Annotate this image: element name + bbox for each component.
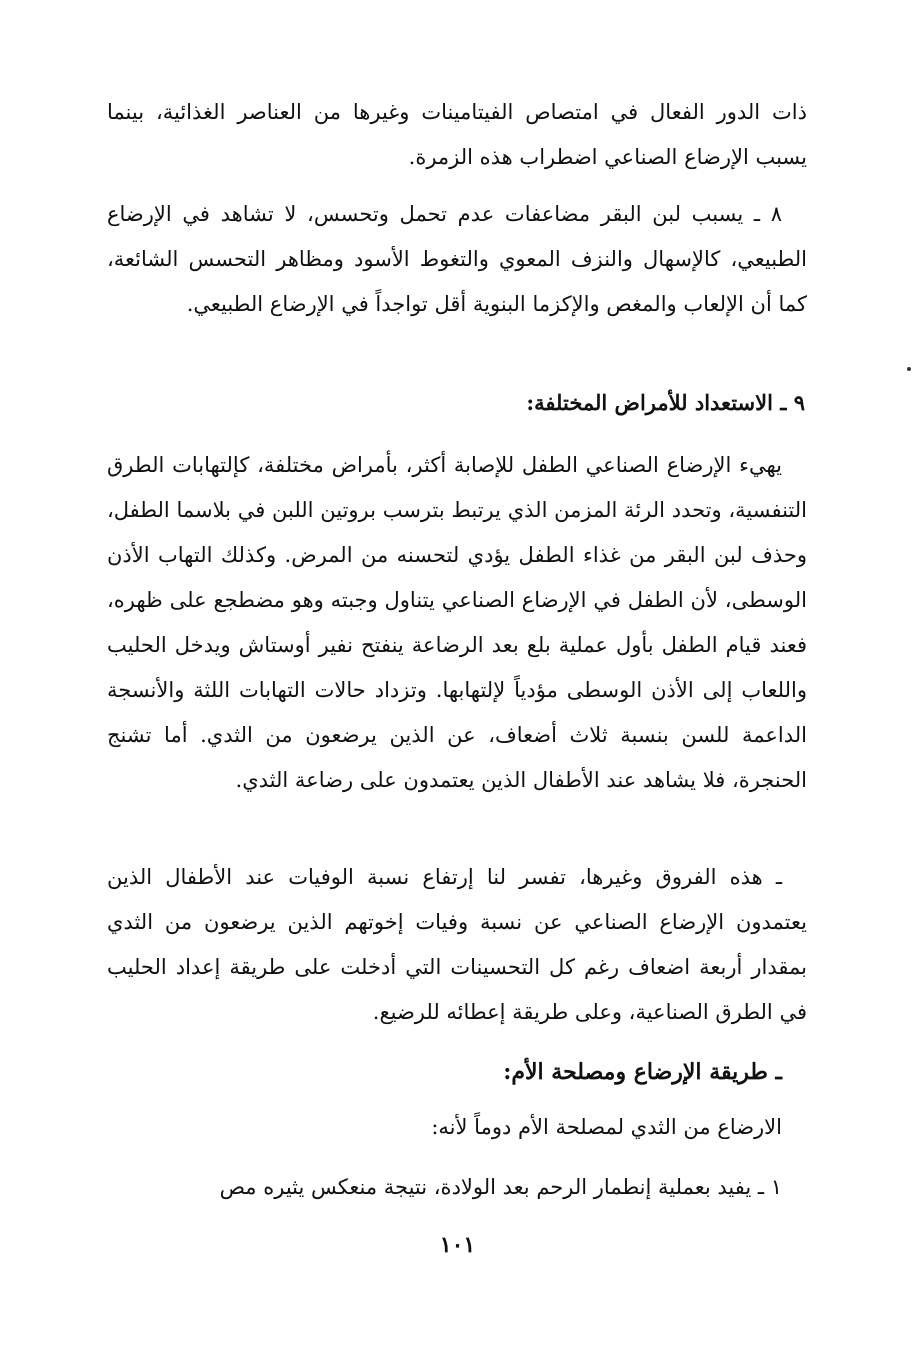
heading-mother-interest: ـ طريقة الإرضاع ومصلحة الأم: — [503, 1059, 782, 1085]
paragraph-item-8: ٨ ـ يسبب لبن البقر مضاعفات عدم تحمل وتحسس، لا تشاهد في الإرضاع الطبيعي، كالإسهال والنزف المعوي والتغوط الأسود ومظاهر التحسس الشائعة، كما أن الإلعاب والمغص والإكزما البنوية أقل تواجداً في الإرضاع الطبيعي. — [107, 202, 807, 316]
heading-item-9: ٩ ـ الاستعداد للأمراض المختلفة: — [526, 390, 805, 415]
page-number: ١٠١ — [439, 1232, 476, 1258]
paragraph-vitamins: ذات الدور الفعال في امتصاص الفيتامينات وغيرها من العناصر الغذائية، بينما يسبب الإرضاع الصناعي اضطراب هذه الزمرة. — [107, 100, 807, 169]
paragraph-item-1: ١ ـ يفيد بعملية إنطمار الرحم بعد الولادة، نتيجة منعكس يثيره مص — [219, 1175, 782, 1199]
paragraph-diseases: يهيء الإرضاع الصناعي الطفل للإصابة أكثر، بأمراض مختلفة، كإلتهابات الطرق التنفسية، وتحدد الرئة المزمن الذي يرتبط بترسب بروتين اللبن في بلاسما الطفل، وحذف لبن البقر من غذاء الطفل يؤدي لتحسنه من المرض. وكذلك التهاب الأذن الوسطى، لأن الطفل في الإرضاع الصناعي يتناول وجبته وهو مضطجع على ظهره، فعند قيام الطفل بأول عملية بلع بعد الرضاعة ينفتح نفير أوستاش ويدخل الحليب واللعاب إلى الأذن الوسطى مؤدياً لإلتهابها. وتزداد حالات التهابات اللثة والأنسجة الداعمة للسن بنسبة ثلاث أضعاف، عن الذين يرضعون من الثدي. أما تشنج الحنجرة، فلا يشاهد عند الأطفال الذين يعتمدون على رضاعة الثدي. — [107, 453, 807, 792]
paragraph-breastfeeding-benefit: الارضاع من الثدي لمصلحة الأم دوماً لأنه: — [431, 1115, 782, 1139]
scan-speck — [907, 367, 911, 371]
paragraph-mortality: ـ هذه الفروق وغيرها، تفسر لنا إرتفاع نسبة الوفيات عند الأطفال الذين يعتمدون الإرضاع الصناعي عن نسبة وفيات إخوتهم الذين يرضعون من الثدي بمقدار أربعة اضعاف رغم كل التحسينات التي أدخلت على طريقة إعداد الحليب في الطرق الصناعية، وعلى طريقة إعطائه للرضيع. — [107, 865, 807, 1024]
